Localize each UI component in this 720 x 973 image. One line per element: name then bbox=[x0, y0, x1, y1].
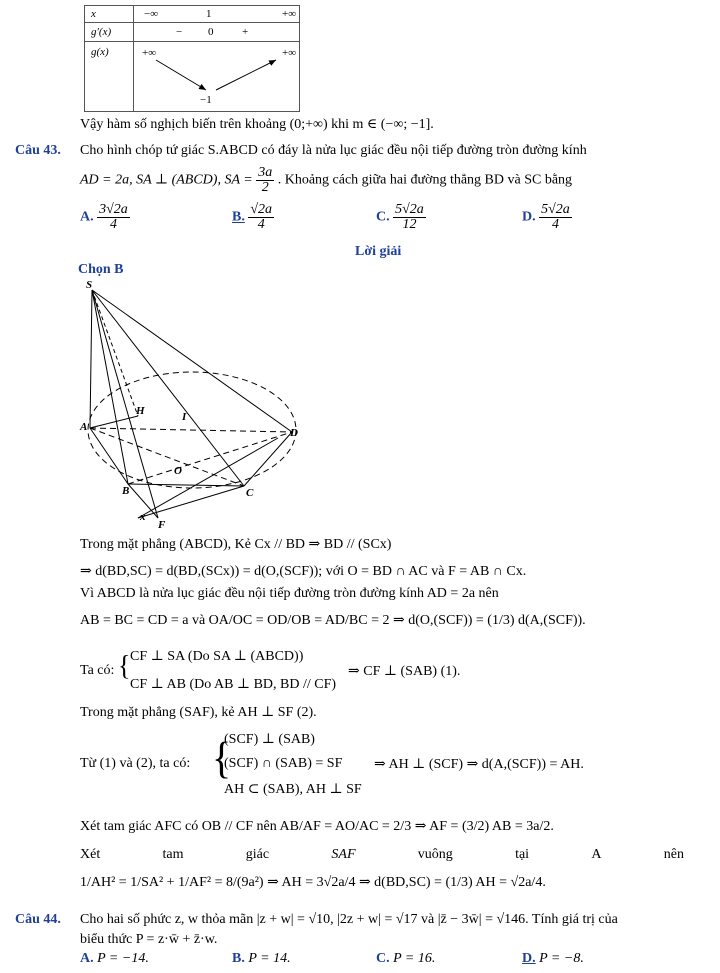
solution-line-6: CF ⊥ AB (Do AB ⊥ BD, BD // CF) bbox=[130, 677, 337, 692]
solution-line-2: ⇒ d(BD,SC) = d(BD,(SCx)) = d(O,(SCF)); với O = BD ∩ AC và F = AB ∩ Cx. bbox=[80, 564, 527, 579]
ta-co-label: Ta có: bbox=[80, 663, 115, 678]
variation-table bbox=[84, 5, 300, 112]
solution-heading: Lời giải bbox=[355, 244, 402, 259]
conclusion-line: Vậy hàm số nghịch biến trên khoảng (0;+∞) khi m ∈ (−∞; −1]. bbox=[80, 117, 434, 132]
solution-line-9: (SCF) ⊥ (SAB) bbox=[224, 732, 315, 747]
g-value: +∞ bbox=[282, 47, 297, 59]
x-value: −∞ bbox=[144, 8, 159, 20]
solution-line-1: Trong mặt phẳng (ABCD), Kẻ Cx // BD ⇒ BD // (SCx) bbox=[80, 537, 392, 552]
table-header-x: x bbox=[85, 6, 134, 23]
solution-line-13: Xét tam giác AFC có OB // CF nên AB/AF = AO/AC = 2/3 ⇒ AF = (3/2) AB = 3a/2. bbox=[80, 819, 554, 834]
option-43-a[interactable]: A. $\frac{3√2a}{4}$ bbox=[80, 202, 128, 232]
system-brace: { bbox=[118, 649, 131, 682]
x-values-cell bbox=[134, 6, 300, 23]
system-brace-2: { bbox=[212, 732, 232, 783]
table-header-gprime: g′(x) bbox=[85, 23, 134, 42]
label-H: H bbox=[136, 405, 145, 417]
sign-value: 0 bbox=[208, 26, 214, 38]
x-value: +∞ bbox=[282, 8, 297, 20]
label-O: O bbox=[174, 465, 182, 477]
solution-line-10: (SCF) ∩ (SAB) = SF bbox=[224, 756, 343, 771]
option-44-d[interactable]: D. P = −8. bbox=[522, 951, 584, 966]
solution-line-14: 1/AH² = 1/SA² + 1/AF² = 8/(9a²) ⇒ AH = 3√2a/4 ⇒ d(BD,SC) = (1/3) AH = √2a/4. bbox=[80, 875, 546, 890]
option-44-b[interactable]: B. P = 14. bbox=[232, 951, 291, 966]
question-43-label: Câu 43. bbox=[15, 143, 61, 158]
variation-arrows bbox=[134, 42, 306, 112]
solution-line-8: Trong mặt phẳng (SAF), kẻ AH ⊥ SF (2). bbox=[80, 705, 317, 720]
solution-line-7: ⇒ CF ⊥ (SAB) (1). bbox=[348, 664, 461, 679]
question-44-text-2: biểu thức P = z·w̄ + z̄·w. bbox=[80, 932, 218, 947]
label-I: I bbox=[182, 411, 187, 423]
g-value: +∞ bbox=[142, 47, 157, 59]
x-value: 1 bbox=[206, 8, 212, 20]
option-43-c[interactable]: C. $\frac{5√2a}{12}$ bbox=[376, 202, 424, 232]
pyramid-figure bbox=[78, 278, 318, 530]
label-D: D bbox=[290, 427, 298, 439]
label-B: B bbox=[122, 485, 130, 497]
solution-line-11: AH ⊂ (SAB), AH ⊥ SF bbox=[224, 782, 362, 797]
g-values-cell bbox=[134, 42, 300, 112]
label-A: A bbox=[80, 421, 88, 433]
label-F: F bbox=[158, 519, 166, 530]
question-43-text-2: AD = 2a, SA ⊥ (ABCD), SA = $\frac{3a}{2}$ . Khoảng cách giữa hai đường thẳng BD và SC bằng bbox=[80, 165, 573, 195]
question-44-text-1: Cho hai số phức z, w thỏa mãn |z + w| = √10, |2z + w| = √17 và |z̄ − 3w̄| = √146. Tính giá trị của bbox=[80, 912, 618, 927]
option-44-c[interactable]: C. P = 16. bbox=[376, 951, 436, 966]
solution-line-4: AB = BC = CD = a và OA/OC = OD/OB = AD/BC = 2 ⇒ d(O,(SCF)) = (1/3) d(A,(SCF)). bbox=[80, 613, 586, 628]
question-43-text-1: Cho hình chóp tứ giác S.ABCD có đáy là nửa lục giác đều nội tiếp đường tròn đường kính bbox=[80, 143, 587, 158]
solution-line-12: ⇒ AH ⊥ (SCF) ⇒ d(A,(SCF)) = AH. bbox=[374, 757, 584, 772]
option-44-a[interactable]: A. P = −14. bbox=[80, 951, 149, 966]
xet-line: Xét tam giác SAF vuông tại A nên bbox=[80, 847, 684, 862]
option-43-b[interactable]: B. $\frac{√2a}{4}$ bbox=[232, 202, 273, 232]
sign-value: + bbox=[242, 26, 249, 38]
label-C: C bbox=[246, 487, 254, 499]
g-value: −1 bbox=[200, 94, 212, 106]
gprime-signs-cell bbox=[134, 23, 300, 42]
label-S: S bbox=[86, 279, 93, 291]
solution-line-3: Vì ABCD là nửa lục giác đều nội tiếp đường tròn đường kính AD = 2a nên bbox=[80, 586, 499, 601]
chosen-answer: Chọn B bbox=[78, 262, 124, 277]
label-x: x bbox=[140, 511, 146, 523]
option-43-d[interactable]: D. $\frac{5√2a}{4}$ bbox=[522, 202, 570, 232]
solution-line-5: CF ⊥ SA (Do SA ⊥ (ABCD)) bbox=[130, 649, 304, 664]
question-44-label: Câu 44. bbox=[15, 912, 61, 927]
table-header-g: g(x) bbox=[85, 42, 134, 112]
tu-label: Từ (1) và (2), ta có: bbox=[80, 756, 191, 771]
sign-value: − bbox=[176, 26, 183, 38]
